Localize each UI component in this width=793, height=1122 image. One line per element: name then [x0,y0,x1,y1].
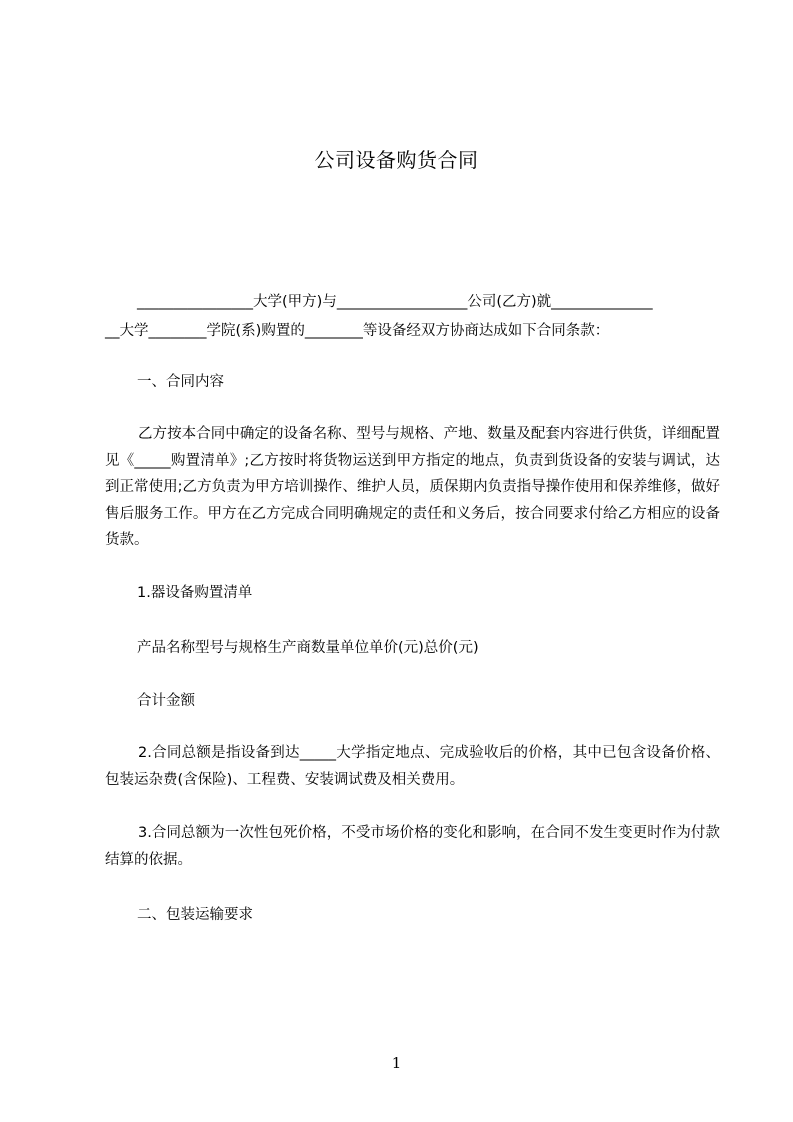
document-title: 公司设备购货合同 [314,148,479,172]
page-number: 1 [391,1054,402,1072]
item-2-paragraph: 2.合同总额是指设备到达_____大学指定地点、完成验收后的价格，其中已包含设备价格、包装运杂费(含保险)、工程费、安装调试费及相关费用。 [105,745,720,788]
section-1-heading: 一、合同内容 [137,374,224,390]
purchase-table-header: 产品名称型号与规格生产商数量单位单价(元)总价(元) [137,640,479,656]
total-amount-label: 合计金额 [137,693,195,709]
section-1-paragraph: 乙方按本合同中确定的设备名称、型号与规格、产地、数量及配套内容进行供货，详细配置见《_____购置清单》;乙方按时将货物运送到甲方指定的地点，负责到货设备的安装与调试，达到正常使用;乙方负责为甲方培训操作、维护人员，质保期内负责指导操作使用和保养维修，做好售后服务工作。甲方在乙方完成合同明确规定的责任和义务后，按合同要求付给乙方相应的设备货款。 [105,426,720,548]
item-1-label: 1.器设备购置清单 [137,585,253,601]
intro-line-2: __大学________学院(系)购置的________等设备经双方协商达成如下合同条款： [105,323,610,339]
item-3-paragraph: 3.合同总额为一次性包死价格，不受市场价格的变化和影响，在合同不发生变更时作为付款结算的依据。 [105,825,720,868]
intro-line-1: ________________大学(甲方)与__________________公司(乙方)就______________ [137,294,653,310]
section-2-heading: 二、包装运输要求 [137,907,253,923]
